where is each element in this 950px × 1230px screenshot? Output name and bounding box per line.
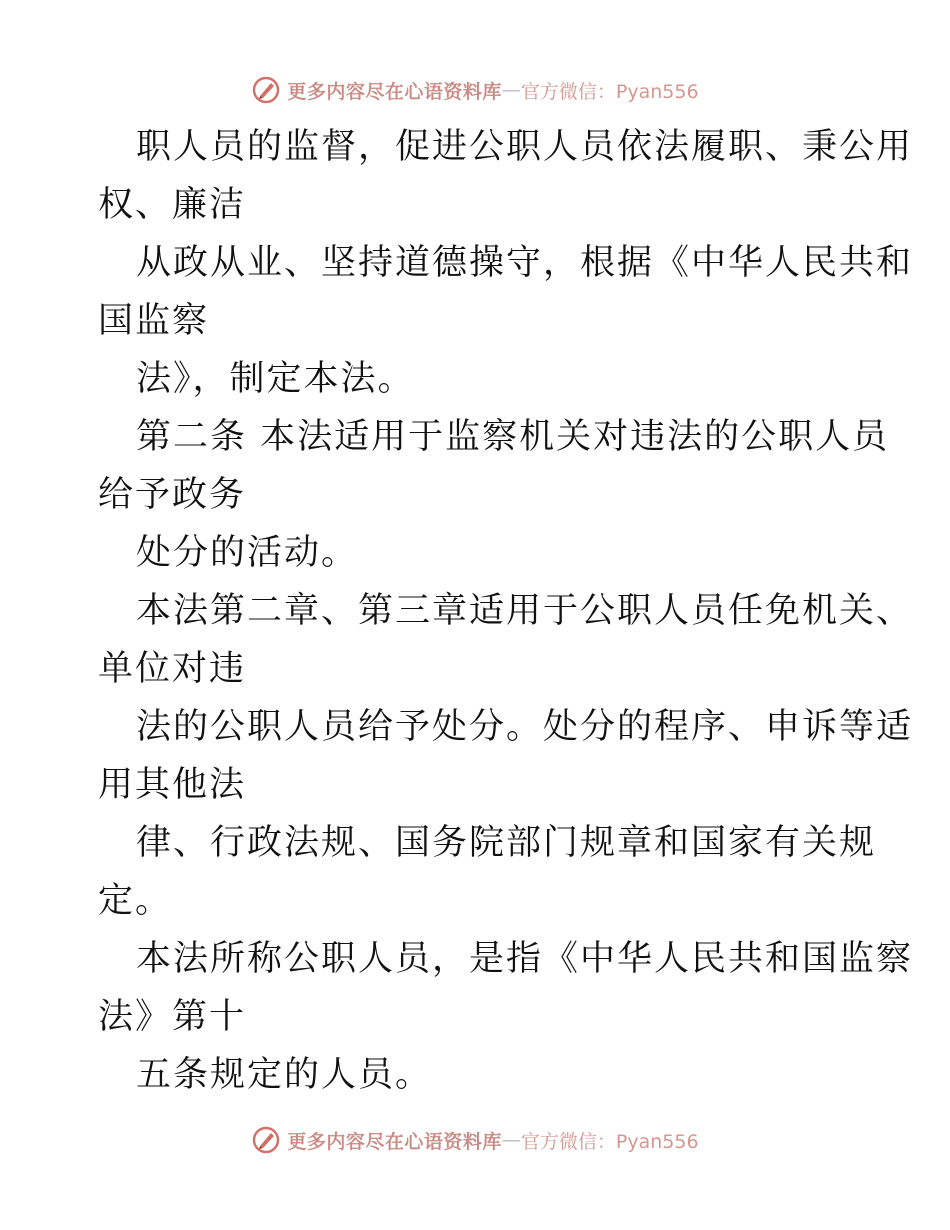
text-line: 国监察: [98, 301, 210, 341]
text-line: 从政从业、坚持道德操守，根据《中华人民共和: [136, 243, 914, 283]
watermark-wechat-text: 官方微信：Pyan556: [520, 80, 699, 103]
text-line: 法》，制定本法。: [136, 359, 415, 399]
text-line: 法的公职人员给予处分。处分的程序、申诉等适: [136, 707, 914, 747]
header-watermark: [0, 70, 950, 110]
watermark-site-text: 更多内容尽在心语资料库: [287, 1130, 502, 1153]
watermark-wechat-text: 官方微信：Pyan556: [520, 1130, 699, 1153]
watermark-separator: —: [501, 1129, 521, 1151]
pen-logo-icon: [251, 1125, 281, 1155]
text-line: 律、行政法规、国务院部门规章和国家有关规: [136, 823, 877, 863]
footer-watermark: [0, 1120, 950, 1160]
text-line: 给予政务: [98, 475, 247, 515]
text-line: 法》第十: [98, 997, 247, 1037]
pen-logo-icon: [251, 75, 281, 105]
watermark-separator: —: [501, 79, 521, 101]
text-line: 职人员的监督，促进公职人员依法履职、秉公用: [136, 127, 914, 167]
text-line: 处分的活动。: [136, 533, 359, 573]
watermark-site-text: 更多内容尽在心语资料库: [287, 80, 502, 103]
article-heading-line: 第二条 本法适用于监察机关对违法的公职人员: [136, 417, 890, 457]
text-line: 权、廉洁: [98, 185, 247, 225]
document-body: [98, 118, 914, 1104]
text-line: 用其他法: [98, 765, 247, 805]
text-line: 单位对违: [98, 649, 247, 689]
text-line: 本法第二章、第三章适用于公职人员任免机关、: [136, 591, 914, 631]
text-line: 定。: [98, 881, 173, 921]
text-line: 五条规定的人员。: [136, 1055, 433, 1095]
text-line: 本法所称公职人员，是指《中华人民共和国监察: [136, 939, 914, 979]
